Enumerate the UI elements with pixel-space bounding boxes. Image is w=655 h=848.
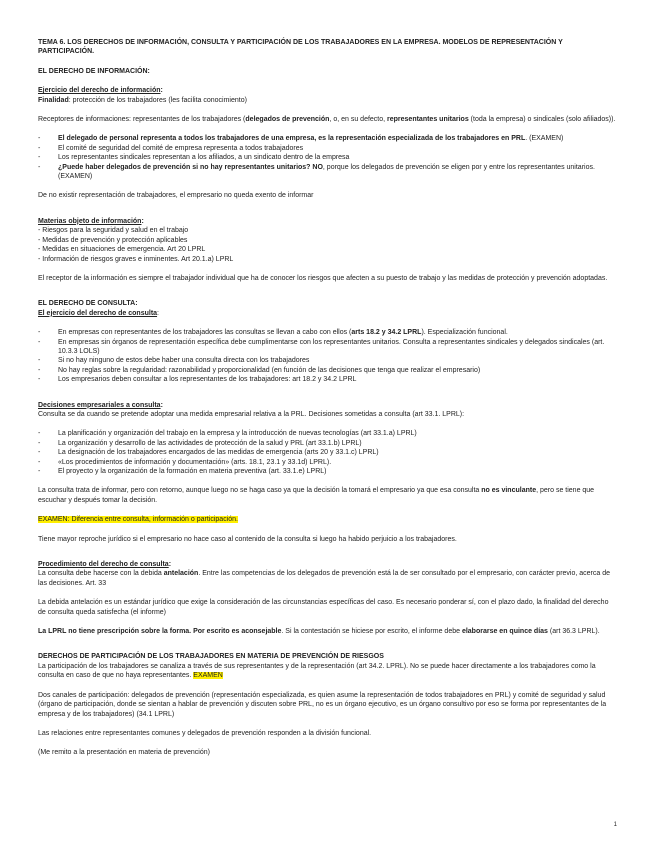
lprl-paragraph: La LPRL no tiene prescripción sobre la forma. Por escrito es aconsejable. Si la contestación se hiciese por escrito, el informe debe elaborarse en quince días (art 36.3 LPRL). (38, 628, 600, 636)
list-item: - ¿Puede haber delegados de prevención si no hay representantes unitarios? NO, porque los delegados de prevención se eligen por y entre los representantes unitarios. (EXAMEN) (38, 163, 617, 182)
procedimiento-paragraph: La consulta debe hacerse con la debida antelación. Entre las competencias de los delegados de prevención está la de ser consultado por el empresario, con carácter previo, acerca de las decisiones. Art. 33 (38, 570, 611, 587)
consulta-heading: EL DERECHO DE CONSULTA: (38, 300, 138, 308)
finalidad-label: Finalidad (38, 96, 69, 104)
materias-item: - Medidas de prevención y protección aplicables (38, 236, 188, 244)
receptor-paragraph: El receptor de la información es siempre el trabajador individual que ha de conocer los riesgos que afecten a su puesto de trabajo y las medidas de protección y prevención adoptadas. (38, 274, 608, 282)
list-item: - La designación de los trabajadores encargados de las medidas de emergencia (arts 20 y 33.1.c) LPRL) (38, 448, 617, 457)
examen-note (38, 515, 617, 524)
page-number: 1 (613, 822, 617, 828)
list-item: - La planificación y organización del trabajo en la empresa y la introducción de nuevas tecnologías (art 33.1.a) LPRL) (38, 429, 617, 438)
finalidad-text: : protección de los trabajadores (les facilita conocimiento) (68, 96, 247, 104)
receptores-paragraph: Receptores de informaciones: representantes de los trabajadores (delegados de prevención, o, en su defecto, representantes unitarios (toda la empresa) o sindicales (solo afiliados)). (38, 116, 616, 124)
materias-item: - Medidas en situaciones de emergencia. Art 20 LPRL (38, 246, 206, 254)
decisiones-heading: Decisiones empresariales a consulta: (38, 401, 163, 409)
list-item: - En empresas con representantes de los trabajadores las consultas se llevan a cabo con ellos (arts 18.2 y 34.2 LPRL). Especialización funcional. (38, 328, 617, 337)
materias-item: - Información de riesgos graves e inminentes. Art 20.1.a) LPRL (38, 255, 234, 263)
antelacion-paragraph: La debida antelación es un estándar jurídico que exige la consideración de las circunstancias específicas del caso. Es necesario ponderar sí, con el plazo dado, la finalidad del derecho de consulta queda satisfecha (el informe) (38, 599, 609, 616)
decisiones-list (38, 429, 617, 476)
list-item: - «Los procedimientos de información y documentación» (arts. 18.1, 23.1 y 33.1d) LPRL). (38, 458, 617, 467)
procedimiento-heading: Procedimiento del derecho de consulta: (38, 561, 172, 569)
consulta-list (38, 328, 617, 384)
ejercicio-heading: Ejercicio del derecho de información: (38, 87, 163, 95)
remito-paragraph: (Me remito a la presentación en materia de prevención) (38, 749, 210, 757)
participacion-paragraph: La participación de los trabajadores se canaliza a través de sus representantes y de la representación (art 34.2. LPRL). No se puede hacer directamente a los trabajadores como la consulta en caso de que no haya representantes. EXAMEN (38, 662, 596, 680)
highlighted-text: EXAMEN: Diferencia entre consulta, información o participación. (38, 516, 238, 524)
list-item: - El delegado de personal representa a todos los trabajadores de una empresa, es la representación especializada de los trabajadores en PRL. (EXAMEN) (38, 134, 617, 143)
list-item: - No hay reglas sobre la regularidad: razonabilidad y proporcionalidad (en función de las decisiones que tenga que realizar el empresario) (38, 366, 617, 375)
no-existir-paragraph: De no existir representación de trabajadores, el empresario no queda exento de informar (38, 192, 314, 200)
canales-paragraph: Dos canales de participación: delegados de prevención (representación especializada, es quien asume la representación de todos trabajadores en PRL) y comité de seguridad y salud (órgano de participación, donde se sientan a hablar de prevención y discuten sobre PRL, no es un órgano ejecutivo, es un órgano consultivo por eso se forma por representantes de la empresa y de los trabajadores) (34.1 LPRL) (38, 691, 607, 718)
retorno-paragraph: La consulta trata de informar, pero con retorno, aunque luego no se haga caso ya que la decisión la tomará el empresario ya que esa consulta no es vinculante, pero se tiene que escuchar y después tomar la decisión. (38, 487, 595, 504)
list-item: - El comité de seguridad del comité de empresa representa a todos trabajadores (38, 144, 617, 153)
info-heading: EL DERECHO DE INFORMACIÓN: (38, 67, 150, 75)
decisiones-intro: Consulta se da cuando se pretende adoptar una medida empresarial relativa a la PRL. Decisiones sometidas a consulta (art 33.1. LPRL): (38, 410, 465, 418)
document-title: TEMA 6. LOS DERECHOS DE INFORMACIÓN, CONSULTA Y PARTICIPACIÓN DE LOS TRABAJADORES EN LA EMPRESA. MODELOS DE REPRESENTACIÓN Y PARTICIPACIÓN. (38, 39, 563, 56)
relaciones-paragraph: Las relaciones entre representantes comunes y delegados de prevención responden a la división funcional. (38, 729, 372, 737)
list-item: - Los representantes sindicales representan a los afiliados, a un sindicato dentro de la empresa (38, 153, 617, 162)
list-item: - Los empresarios deben consultar a los representantes de los trabajadores: art 18.2 y 34.2 LPRL (38, 375, 617, 384)
materias-heading: Materias objeto de información: (38, 217, 144, 225)
representantes-list (38, 134, 617, 181)
materias-item: - Riesgos para la seguridad y salud en el trabajo (38, 227, 189, 235)
participacion-heading: DERECHOS DE PARTICIPACIÓN DE LOS TRABAJADORES EN MATERIA DE PREVENCIÓN DE RIESGOS (38, 653, 384, 661)
finalidad-line (38, 96, 617, 105)
list-item: - El proyecto y la organización de la formación en materia preventiva (art. 33.1.e) LPRL) (38, 467, 617, 476)
ejercicio-heading-text: Ejercicio del derecho de información (38, 87, 161, 95)
list-item: - En empresas sin órganos de representación específica debe cumplimentarse con los representantes unitarios. Consulta a representantes sindicales y delegados sindicales (art. 10.3.3 LOLS) (38, 338, 617, 357)
highlighted-text: EXAMEN (193, 672, 223, 680)
consulta-ejercicio-heading: El ejercicio del derecho de consulta: (38, 309, 159, 317)
list-item: - Si no hay ninguno de estos debe haber una consulta directa con los trabajadores (38, 356, 617, 365)
list-item: - La organización y desarrollo de las actividades de protección de la salud y PRL (art 33.1.b) LPRL) (38, 439, 617, 448)
reproche-paragraph: Tiene mayor reproche jurídico si el empresario no hace caso al contenido de la consulta si luego ha habido perjuicio a los trabajadores. (38, 535, 457, 543)
